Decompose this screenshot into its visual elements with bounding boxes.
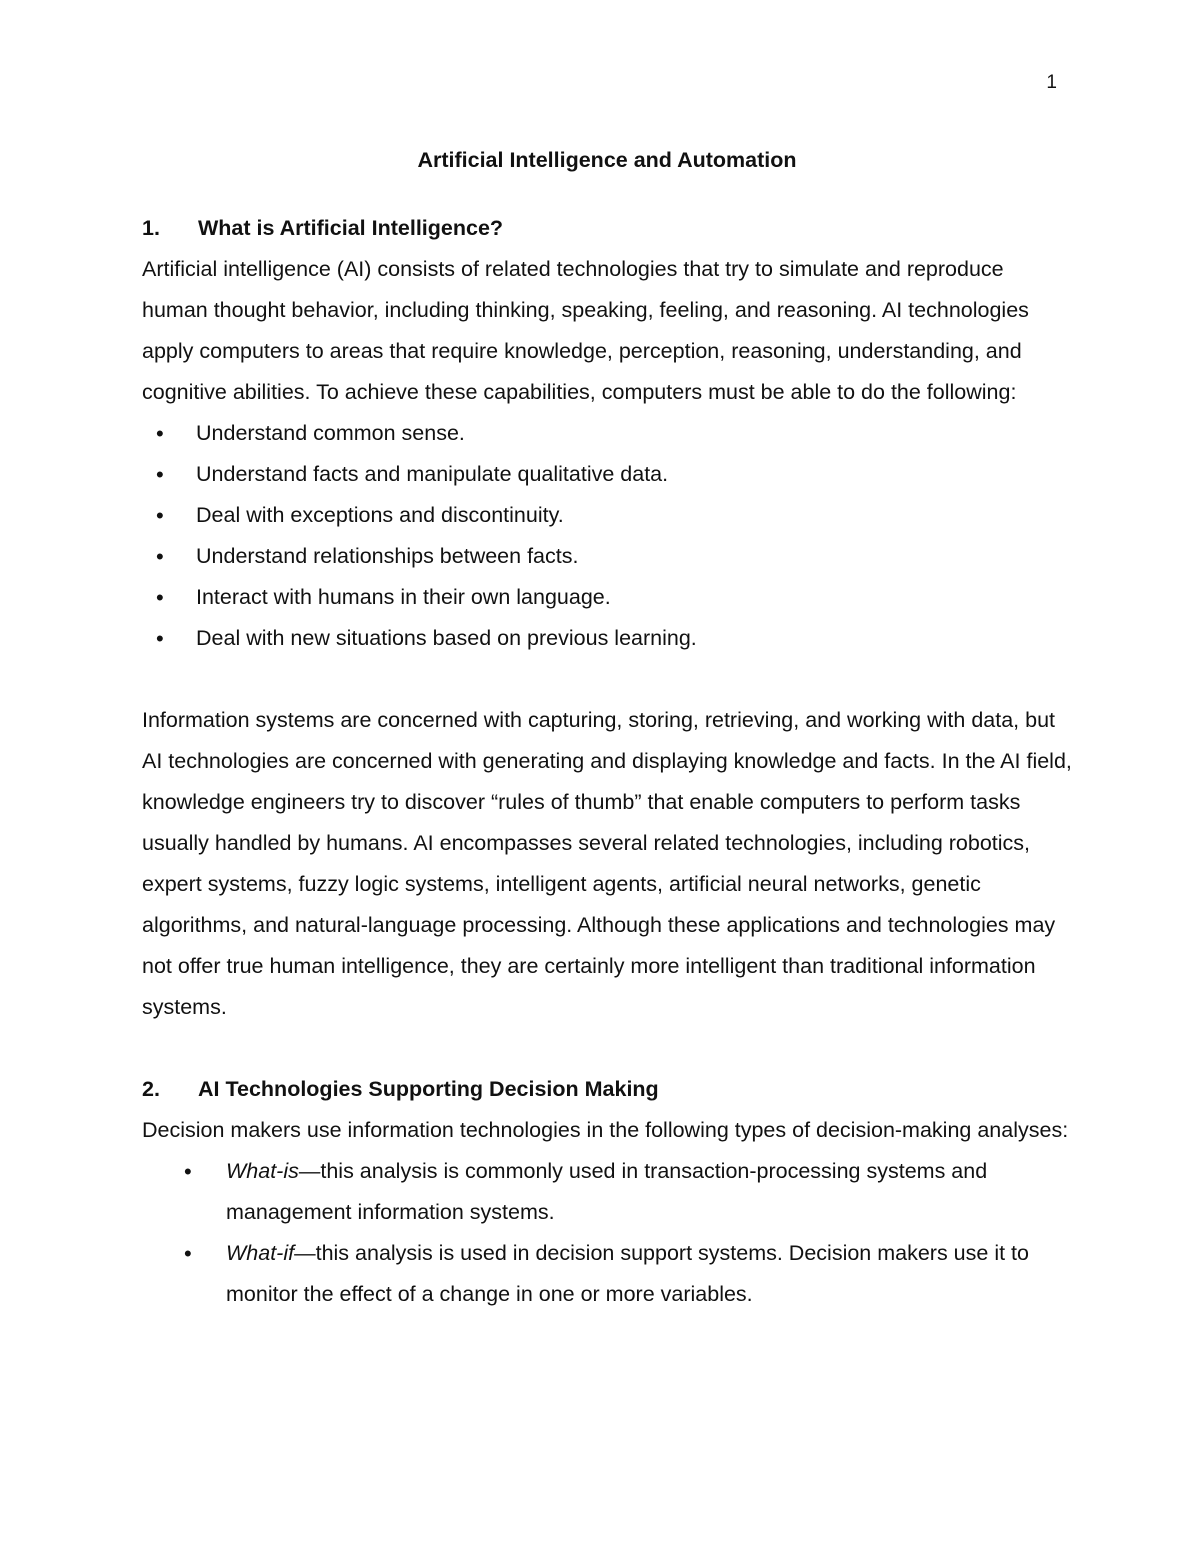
document-body [142,140,1072,1315]
section-2-title: AI Technologies Supporting Decision Making [198,1077,659,1101]
section-1-intro: Artificial intelligence (AI) consists of related technologies that try to simulate and reproduce human thought behavior, including thinking, speaking, feeling, and reasoning. AI technologies apply computers to areas that require knowledge, perception, reasoning, understanding, and cognitive abilities. To achieve these capabilities, computers must be able to do the following: [142,257,1029,404]
list-item: • Deal with exceptions and discontinuity. [142,495,1072,536]
spacer [142,1028,1072,1069]
section-2-bullet-list [142,1151,1072,1315]
bullet-text: —this analysis is used in decision support systems. Decision makers use it to monitor the effect of a change in one or more variables. [226,1241,1029,1306]
document-title: Artificial Intelligence and Automation [417,148,797,172]
spacer [142,659,1072,700]
list-item: • Understand relationships between facts. [142,536,1072,577]
list-item [142,1151,1072,1233]
section-1-title: What is Artificial Intelligence? [198,216,504,240]
bullet-term: What-is [226,1159,299,1183]
section-2-heading [142,1069,1072,1110]
list-item: • Deal with new situations based on previous learning. [142,618,1072,659]
bullet-text: —this analysis is commonly used in transaction-processing systems and management information systems. [226,1159,988,1224]
section-1-bullet-list [142,413,1072,659]
section-1-heading [142,208,1072,249]
list-item: • Understand facts and manipulate qualitative data. [142,454,1072,495]
section-2-number: 2. [142,1077,160,1101]
section-1-number: 1. [142,216,160,240]
page-number: 1 [1046,72,1057,93]
section-1-paragraph-2: Information systems are concerned with capturing, storing, retrieving, and working with data, but AI technologies are concerned with generating and displaying knowledge and facts. In the AI field, knowledge engineers try to discover “rules of thumb” that enable computers to perform tasks usually handled by humans. AI encompasses several related technologies, including robotics, expert systems, fuzzy logic systems, intelligent agents, artificial neural networks, genetic algorithms, and natural-language processing. Although these applications and technologies may not offer true human intelligence, they are certainly more intelligent than traditional information systems. [142,708,1072,1019]
list-item: • Understand common sense. [142,413,1072,454]
bullet-term: What-if [226,1241,295,1265]
section-2-intro: Decision makers use information technologies in the following types of decision-making analyses: [142,1118,1069,1142]
list-item: • Interact with humans in their own language. [142,577,1072,618]
list-item [142,1233,1072,1315]
